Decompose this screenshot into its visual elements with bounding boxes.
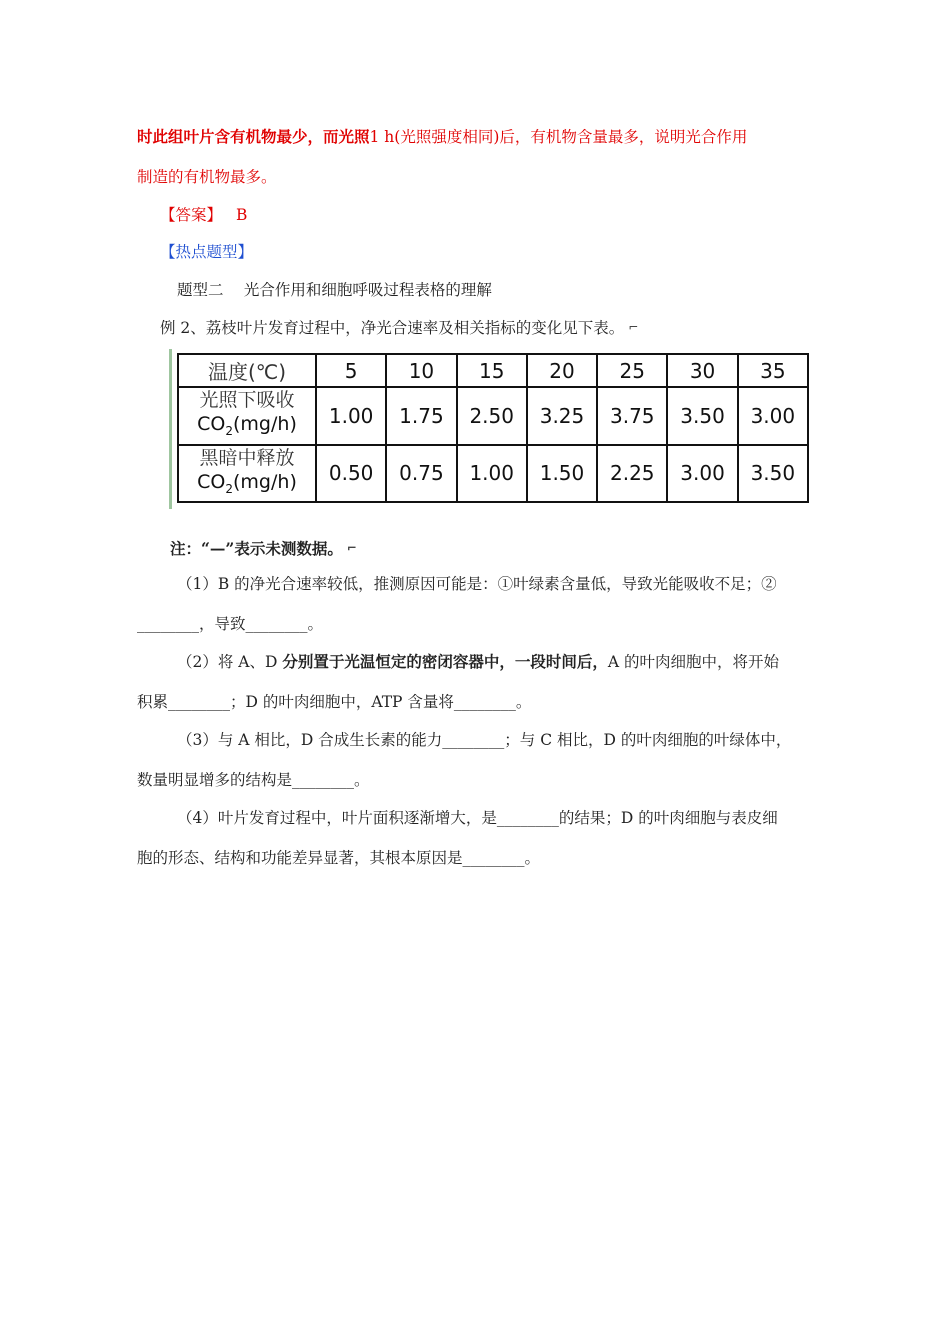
question-3-line-2: 数量明显增多的结构是________。: [137, 771, 370, 789]
row-header-light: [178, 387, 316, 445]
data-table: [177, 353, 809, 503]
table-cell: 1.50: [527, 445, 597, 503]
row-header-light-unit-a: CO: [197, 413, 226, 436]
question-3-line-1: （3）与 A 相比，D 合成生长素的能力________；与 C 相比，D 的叶肉细胞的叶绿体中，: [177, 731, 792, 749]
intro-line-1-rest: 1 h(光照强度相同)后，有机物含量最多，说明光合作用: [369, 128, 748, 146]
table-header-row: [178, 354, 808, 387]
question-4-line-2: 胞的形态、结构和功能差异显著，其根本原因是________。: [137, 849, 541, 867]
note-line: [170, 537, 357, 560]
example-line: [160, 316, 638, 339]
example-text: 例 2、荔枝叶片发育过程中，净光合速率及相关指标的变化见下表。: [160, 319, 625, 337]
table-header-cell: 15: [457, 354, 527, 387]
question-2-post: A 的叶肉细胞中，将开始: [607, 653, 779, 671]
table-cell: 2.25: [597, 445, 667, 503]
row-header-light-sub: 2: [225, 424, 234, 439]
intro-line-1-bold: 时此组叶片含有机物最少，而光照: [137, 127, 370, 146]
paragraph-mark-icon: ⌐: [628, 320, 639, 334]
note-text: 注：“—”表示未测数据。: [170, 539, 343, 558]
table-row-light: [178, 387, 808, 445]
table-cell: 3.25: [527, 387, 597, 445]
table-header-cell: 25: [597, 354, 667, 387]
table-cell: 1.00: [457, 445, 527, 503]
paragraph-mark-icon: ⌐: [346, 541, 357, 555]
row-header-dark-sub: 2: [225, 481, 234, 496]
answer-line: [160, 204, 247, 226]
table-header-cell: 30: [667, 354, 737, 387]
question-1-line-2: ________，导致________。: [137, 615, 324, 633]
row-header-light-unit-b: (mg/h): [233, 413, 297, 436]
question-1-line-1: （1）B 的净光合速率较低，推测原因可能是：①叶绿素含量低，导致光能吸收不足；②: [177, 575, 777, 593]
question-2-bold: 分别置于光温恒定的密闭容器中，一段时间后，: [282, 652, 608, 671]
table-cell: 3.00: [738, 387, 808, 445]
table-cell: 3.75: [597, 387, 667, 445]
row-header-dark-unit-b: (mg/h): [233, 470, 297, 493]
hot-topic-label: 【热点题型】: [160, 243, 254, 261]
intro-line-2: 制造的有机物最多。: [137, 168, 277, 186]
question-2-line-2: 积累________；D 的叶肉细胞中，ATP 含量将________。: [137, 693, 532, 711]
answer-label: 【答案】: [160, 206, 223, 224]
table-cell: 0.75: [386, 445, 456, 503]
table-cell: 1.00: [316, 387, 386, 445]
table-cell: 2.50: [457, 387, 527, 445]
table-cell: 0.50: [316, 445, 386, 503]
question-2-pre: （2）将 A、D: [177, 653, 283, 671]
table-cell: 3.50: [738, 445, 808, 503]
row-header-dark: [178, 445, 316, 503]
table-header-cell: 20: [527, 354, 597, 387]
row-header-dark-unit-a: CO: [197, 470, 226, 493]
question-type-title: 题型二 光合作用和细胞呼吸过程表格的理解: [177, 281, 492, 299]
row-header-light-cn: 光照下吸收: [199, 389, 295, 412]
question-2-line-1: [177, 651, 779, 673]
table-cell: 3.50: [667, 387, 737, 445]
table-row-dark: [178, 445, 808, 503]
intro-line-1: [137, 126, 747, 148]
row-header-dark-cn: 黑暗中释放: [199, 446, 295, 469]
data-table-frame: [169, 349, 813, 509]
table-header-label: 温度(℃): [178, 354, 316, 387]
table-header-cell: 5: [316, 354, 386, 387]
table-header-cell: 10: [386, 354, 456, 387]
table-cell: 1.75: [386, 387, 456, 445]
answer-value: B: [236, 206, 248, 224]
table-cell: 3.00: [667, 445, 737, 503]
question-4-line-1: （4）叶片发育过程中，叶片面积逐渐增大，是________的结果；D 的叶肉细胞与表皮细: [177, 809, 778, 827]
table-header-cell: 35: [738, 354, 808, 387]
